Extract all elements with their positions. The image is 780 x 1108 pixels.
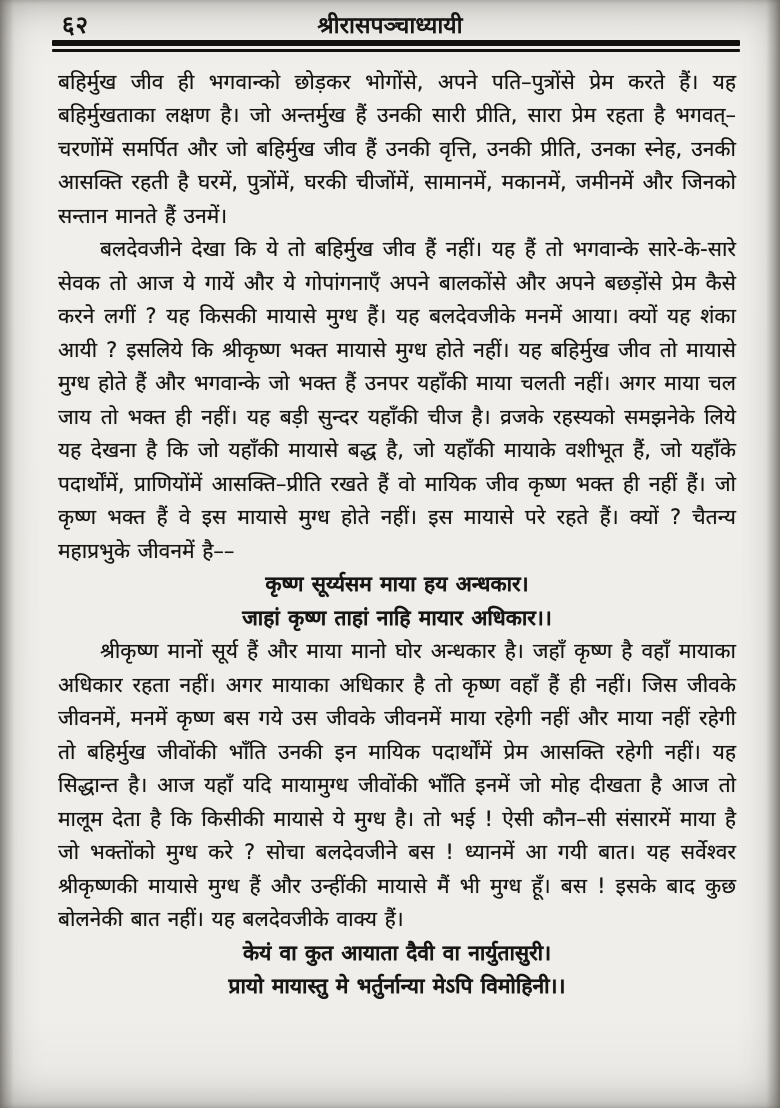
book-title: श्रीरासपञ्चाध्यायी [317,13,463,39]
verse-1-line-1: कृष्ण सूर्य्यसम माया हय अन्धकार। [265,572,529,596]
header-rule-thin-line [52,49,740,52]
header-rule-thick-line [52,40,740,46]
body-text [58,66,736,1004]
paragraph-3: श्रीकृष्ण मानों सूर्य हैं और माया मानो घोर अन्धकार है। जहाँ कृष्ण है वहाँ मायाका अधिकार रहता नहीं। अगर मायाका अधिकार है तो कृष्ण वहाँ हैं ही नहीं। जिस जीवके जीवनमें, मनमें कृष्ण बस गये उस जीवके जीवनमें माया रहेगी नहीं और माया नहीं रहेगी तो बहिर्मुख जीवोंकी भाँति उनकी इन मायिक पदार्थोंमें प्रेम आसक्ति रहेगी नहीं। यह सिद्धान्त है। आज यहाँ यदि मायामुग्ध जीवोंकी भाँति इनमें जो मोह दीखता है आज तो मालूम देता है कि किसीकी मायासे ये मुग्ध है। तो भई ! ऐसी कौन–सी संसारमें माया है जो भक्तोंको मुग्ध करे ? सोचा बलदेवजीने बस ! ध्यानमें आ गयी बात। यह सर्वेश्वर श्रीकृष्णकी मायासे मुग्ध हैं और उन्हींकी मायासे मैं भी मुग्ध हूँ। बस ! इसके बाद कुछ बोलनेकी बात नहीं। यह बलदेवजीके वाक्य हैं। [58,639,736,931]
paragraph-1: बहिर्मुख जीव ही भगवान्को छोड़कर भोगोंसे, अपने पति–पुत्रोंसे प्रेम करते हैं। यह बहिर्मुखताका लक्षण है। जो अन्तर्मुख हैं उनकी सारी प्रीति, सारा प्रेम रहता है भगवत्–चरणोंमें समर्पित और जो बहिर्मुख जीव हैं उनकी वृत्ति, उनकी प्रीति, उनका स्नेह, उनकी आसक्ति रहती है घरमें, पुत्रोंमें, घरकी चीजोंमें, सामानमें, मकानमें, जमीनमें और जिनको सन्तान मानते हैं उनमें। [58,69,736,228]
verse-2-line-1: केयं वा कुत आयाता दैवी वा नार्युतासुरी। [242,940,552,965]
verse-1-line-2: जाहां कृष्ण ताहां नाहि मायार अधिकार।। [242,605,552,630]
verse-1 [58,568,736,635]
page-header [56,6,724,38]
page-number: ६२ [62,11,89,39]
header-rule [52,40,740,52]
paragraph-2: बलदेवजीने देखा कि ये तो बहिर्मुख जीव हैं नहीं। यह हैं तो भगवान्के सारे-के-सारे सेवक तो आज ये गायें और ये गोपांगनाएँ अपने बालकोंसे और अपने बछड़ोंसे प्रेम कैसे करने लगीं ? यह किसकी मायासे मुग्ध हैं। यह बलदेवजीके मनमें आया। क्यों यह शंका आयी ? इसलिये कि श्रीकृष्ण भक्त मायासे मुग्ध होते नहीं। यह बहिर्मुख जीव तो मायासे मुग्ध होते हैं और भगवान्के जो भक्त हैं उनपर यहाँकी माया चलती नहीं। अगर माया चल जाय तो भक्त ही नहीं। यह बड़ी सुन्दर यहाँकी चीज है। व्रजके रहस्यको समझनेके लिये यह देखना है कि जो यहाँकी मायासे बद्ध है, जो यहाँकी मायाके वशीभूत हैं, जो यहाँके पदार्थोंमें, प्राणियोंमें आसक्ति–प्रीति रखते हैं वो मायिक जीव कृष्ण भक्त ही नहीं हैं। जो कृष्ण भक्त हैं वे इस मायासे मुग्ध होते नहीं। इस मायासे परे रहते हैं। क्यों ? चैतन्य महाप्रभुके जीवनमें है–– [58,237,736,563]
verse-2-line-2: प्रायो मायास्तु मे भर्तुर्नान्या मेऽपि विमोहिनी।। [228,974,566,998]
verse-2 [58,937,736,1004]
